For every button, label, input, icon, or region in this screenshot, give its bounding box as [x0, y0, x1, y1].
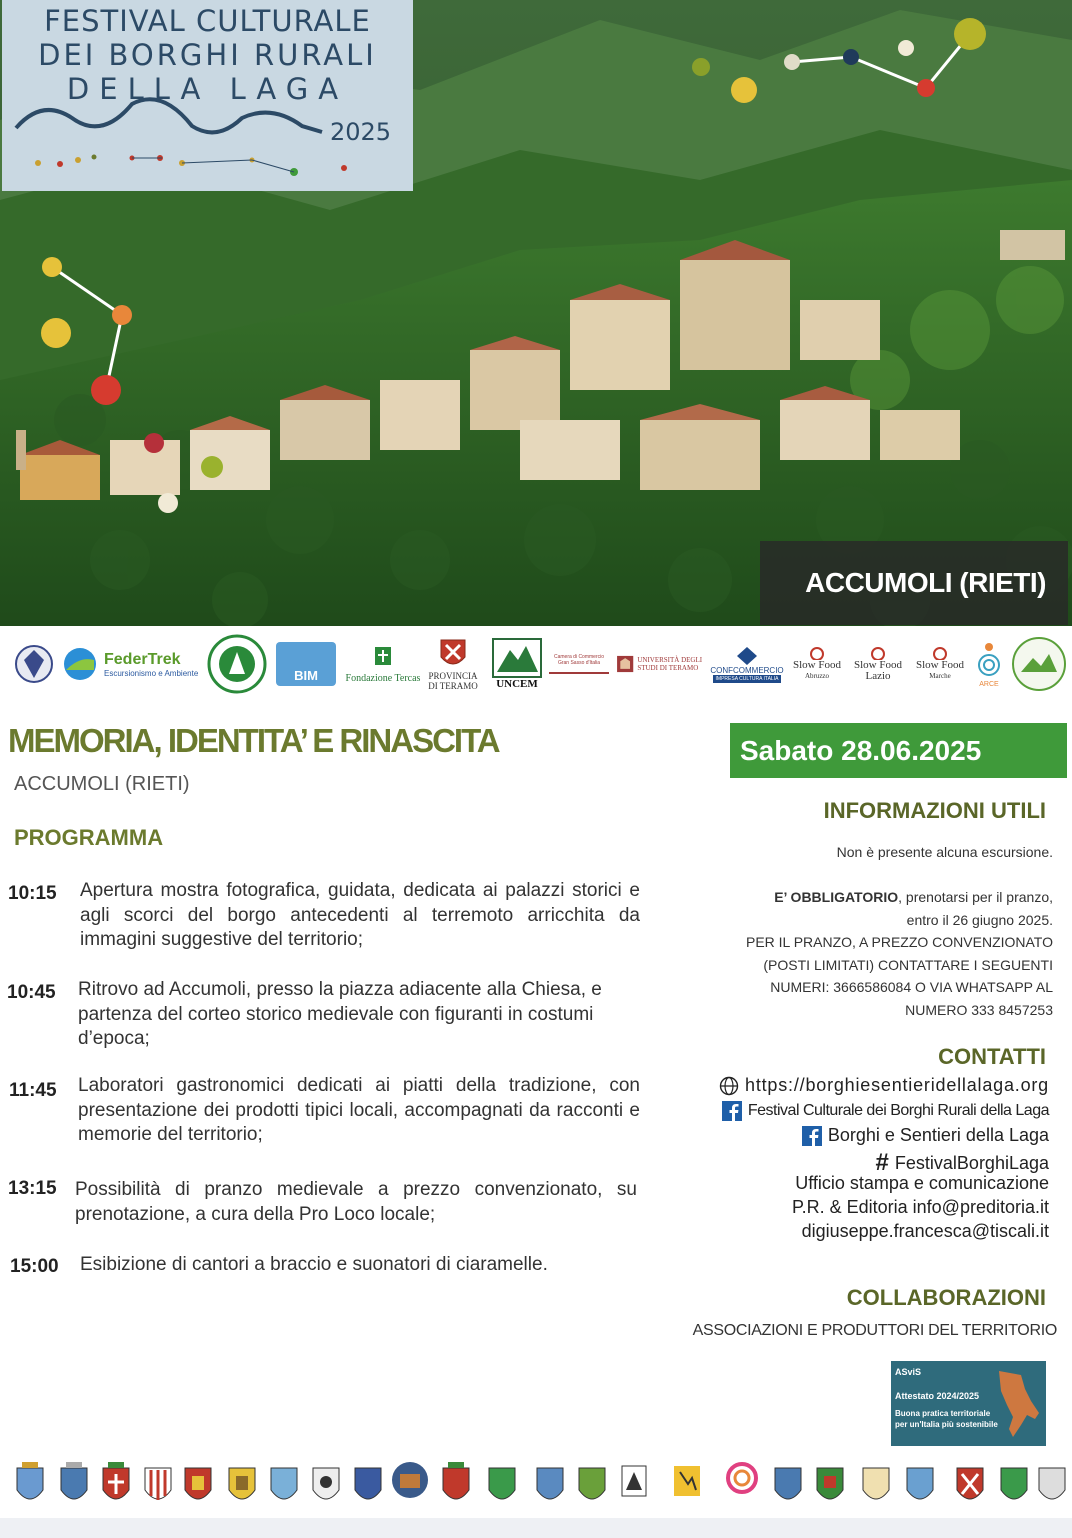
- snail-icon: [932, 646, 948, 660]
- crest-row-icon: [0, 1452, 1072, 1524]
- info-line: NUMERI: 3666586084 O VIA WHATSAPP AL: [770, 979, 1053, 995]
- info-line: NUMERO 333 8457253: [905, 1001, 1053, 1018]
- slowfood1-sub: Abruzzo: [804, 672, 830, 680]
- facebook-borghi-link[interactable]: [802, 1125, 1049, 1146]
- confcommercio-logo: [710, 634, 784, 694]
- snail-icon: [809, 646, 825, 660]
- fondazione-icon: [373, 645, 393, 667]
- contact-email[interactable]: digiuseppe.francesca@tiscali.it: [801, 1221, 1049, 1241]
- camera-commercio-logo: [546, 634, 612, 694]
- facebook-borghi-label: Borghi e Sentieri della Laga: [827, 1125, 1049, 1145]
- program-time: 11:45: [9, 1080, 57, 1101]
- hashtag-icon: #: [875, 1149, 889, 1176]
- facebook-icon: [722, 1101, 742, 1121]
- press-office: Ufficio stampa e comunicazione: [795, 1173, 1049, 1193]
- confcommercio-icon: [736, 646, 758, 666]
- crest-logo-icon: [12, 634, 56, 694]
- program-time: 13:15: [8, 1178, 57, 1199]
- globe-icon: [719, 1076, 739, 1096]
- asvis-cert: Attestato 2024/2025: [895, 1391, 980, 1401]
- slowfood-lazio-logo: [848, 634, 908, 694]
- logo-line-2: DEI BORGHI RURALI: [38, 38, 377, 72]
- slowfood1-label: Slow Food: [793, 659, 841, 671]
- program-time: 15:00: [10, 1256, 59, 1277]
- info-line: (POSTI LIMITATI) CONTATTARE I SEGUENTI: [763, 956, 1053, 973]
- universita-icon: [616, 647, 634, 681]
- uncem-label: UNCEM: [496, 678, 538, 690]
- logo-line-3: DELLA LAGA: [66, 72, 349, 106]
- event-date: Sabato 28.06.2025: [730, 723, 1067, 778]
- italy-map-icon: [991, 1367, 1043, 1441]
- collab-heading: COLLABORAZIONI: [846, 1285, 1046, 1310]
- info-line: PER IL PRANZO, A PREZZO CONVENZIONATO: [745, 934, 1053, 950]
- facebook-festival-link[interactable]: [722, 1101, 1049, 1121]
- website-url: https://borghiesentieridellalaga.org: [745, 1075, 1049, 1095]
- program-text: Apertura mostra fotografica, guidata, dedicata ai palazzi storici e agli scorci del borgo antecedenti al terremoto arricchita da immagini suggestive del territorio;: [80, 880, 640, 950]
- provincia-label: PROVINCIA DI TERAMO: [428, 671, 478, 691]
- program-text: Possibilità di pranzo medievale a prezzo convenzionato, su prenotazione, a cura della Pro Loco locale;: [75, 1179, 637, 1225]
- fondazione-logo: [340, 634, 426, 694]
- asvis-line2: per un'Italia più sostenibile: [895, 1420, 998, 1429]
- program-heading: PROGRAMMA: [14, 825, 164, 850]
- facebook-icon: [802, 1126, 822, 1146]
- footer-strip: [0, 1518, 1072, 1538]
- universita-logo: [616, 634, 706, 694]
- constellation-decoration: [0, 0, 1072, 626]
- borghi-sentieri-logo-icon: [1010, 634, 1068, 694]
- program-text: Laboratori gastronomici dedicati ai piatti della tradizione, con presentazione dei prodotti tipici locali, accompagnati da racconti e memorie del territorio;: [78, 1075, 640, 1145]
- asvis-badge: [891, 1361, 1046, 1446]
- program-text: Esibizione di cantori a braccio e suonatori di ciaramelle.: [80, 1254, 548, 1275]
- slowfood-abruzzo-logo: [786, 634, 848, 694]
- fondazione-label: Fondazione Tercas: [345, 672, 421, 684]
- asvis-brand: ASviS: [895, 1367, 922, 1377]
- info-booking: [746, 886, 1053, 1021]
- uncem-logo: [490, 634, 544, 694]
- slowfood3-label: Slow Food: [916, 659, 964, 671]
- sponsor-logos: [0, 626, 1072, 702]
- federtrek-sub: Escursionismo e Ambiente: [104, 668, 199, 678]
- slowfood2-sub: Lazio: [865, 670, 891, 682]
- bim-logo: [274, 634, 338, 694]
- info-no-excursion: Non è presente alcuna escursione.: [836, 844, 1053, 860]
- slowfood-marche-logo: [910, 634, 970, 694]
- uncem-icon: [492, 638, 542, 678]
- logo-line-1: FESTIVAL CULTURALE: [44, 4, 371, 38]
- info-heading: INFORMAZIONI UTILI: [823, 798, 1046, 823]
- bim-label: BIM: [276, 642, 336, 686]
- place-tag: ACCUMOLI (RIETI): [760, 541, 1068, 625]
- provincia-logo: [424, 634, 482, 694]
- event-title: MEMORIA, IDENTITA’ E RINASCITA: [8, 722, 499, 759]
- arce-icon: [975, 641, 1003, 681]
- info-obligatory: E’ OBBLIGATORIO: [774, 889, 899, 905]
- municipal-crests: [0, 1452, 1072, 1524]
- provincia-crest-icon: [438, 637, 468, 671]
- camera-label: Camera di Commercio Gran Sasso d'Italia: [549, 654, 609, 674]
- slowfood2-label: Slow Food: [854, 659, 902, 671]
- hashtag-label: FestivalBorghiLaga: [894, 1152, 1049, 1173]
- collab-text: ASSOCIAZIONI E PRODUTTORI DEL TERRITORIO: [692, 1322, 1057, 1339]
- facebook-festival-label: Festival Culturale dei Borghi Rurali della Laga: [747, 1102, 1049, 1119]
- contacts-heading: CONTATTI: [938, 1044, 1046, 1069]
- program-time: 10:15: [8, 883, 57, 904]
- federtrek-icon: [62, 646, 98, 682]
- hero-photo: [0, 0, 1072, 626]
- federtrek-name: FederTrek: [104, 650, 181, 668]
- program-time: 10:45: [7, 982, 56, 1003]
- info-line: entro il 26 giugno 2025.: [906, 911, 1053, 928]
- slowfood3-sub: Marche: [929, 672, 951, 680]
- info-obligatory-rest: , prenotarsi per il pranzo,: [898, 889, 1053, 905]
- logo-year: 2025: [330, 118, 392, 146]
- asvis-line1: Buona pratica territoriale: [895, 1409, 991, 1418]
- arce-label: ARCE: [979, 680, 999, 688]
- program-text: Ritrovo ad Accumoli, presso la piazza adiacente alla Chiesa, e partenza del corteo storico medievale con figuranti in costumi d’epoca;: [78, 979, 602, 1049]
- universita-label: UNIVERSITÀ DEGLI STUDI DI TERAMO: [637, 656, 703, 672]
- federtrek-logo: [62, 634, 202, 694]
- snail-icon: [870, 646, 886, 660]
- arce-logo: [972, 634, 1006, 694]
- event-subtitle: ACCUMOLI (RIETI): [14, 773, 190, 795]
- website-link[interactable]: [719, 1075, 1049, 1096]
- confcommercio-sub: IMPRESA CULTURA ITALIA: [713, 675, 782, 683]
- park-logo-icon: [206, 634, 268, 694]
- confcommercio-label: CONFCOMMERCIO: [710, 665, 784, 675]
- pr-email[interactable]: P.R. & Editoria info@preditoria.it: [791, 1197, 1049, 1217]
